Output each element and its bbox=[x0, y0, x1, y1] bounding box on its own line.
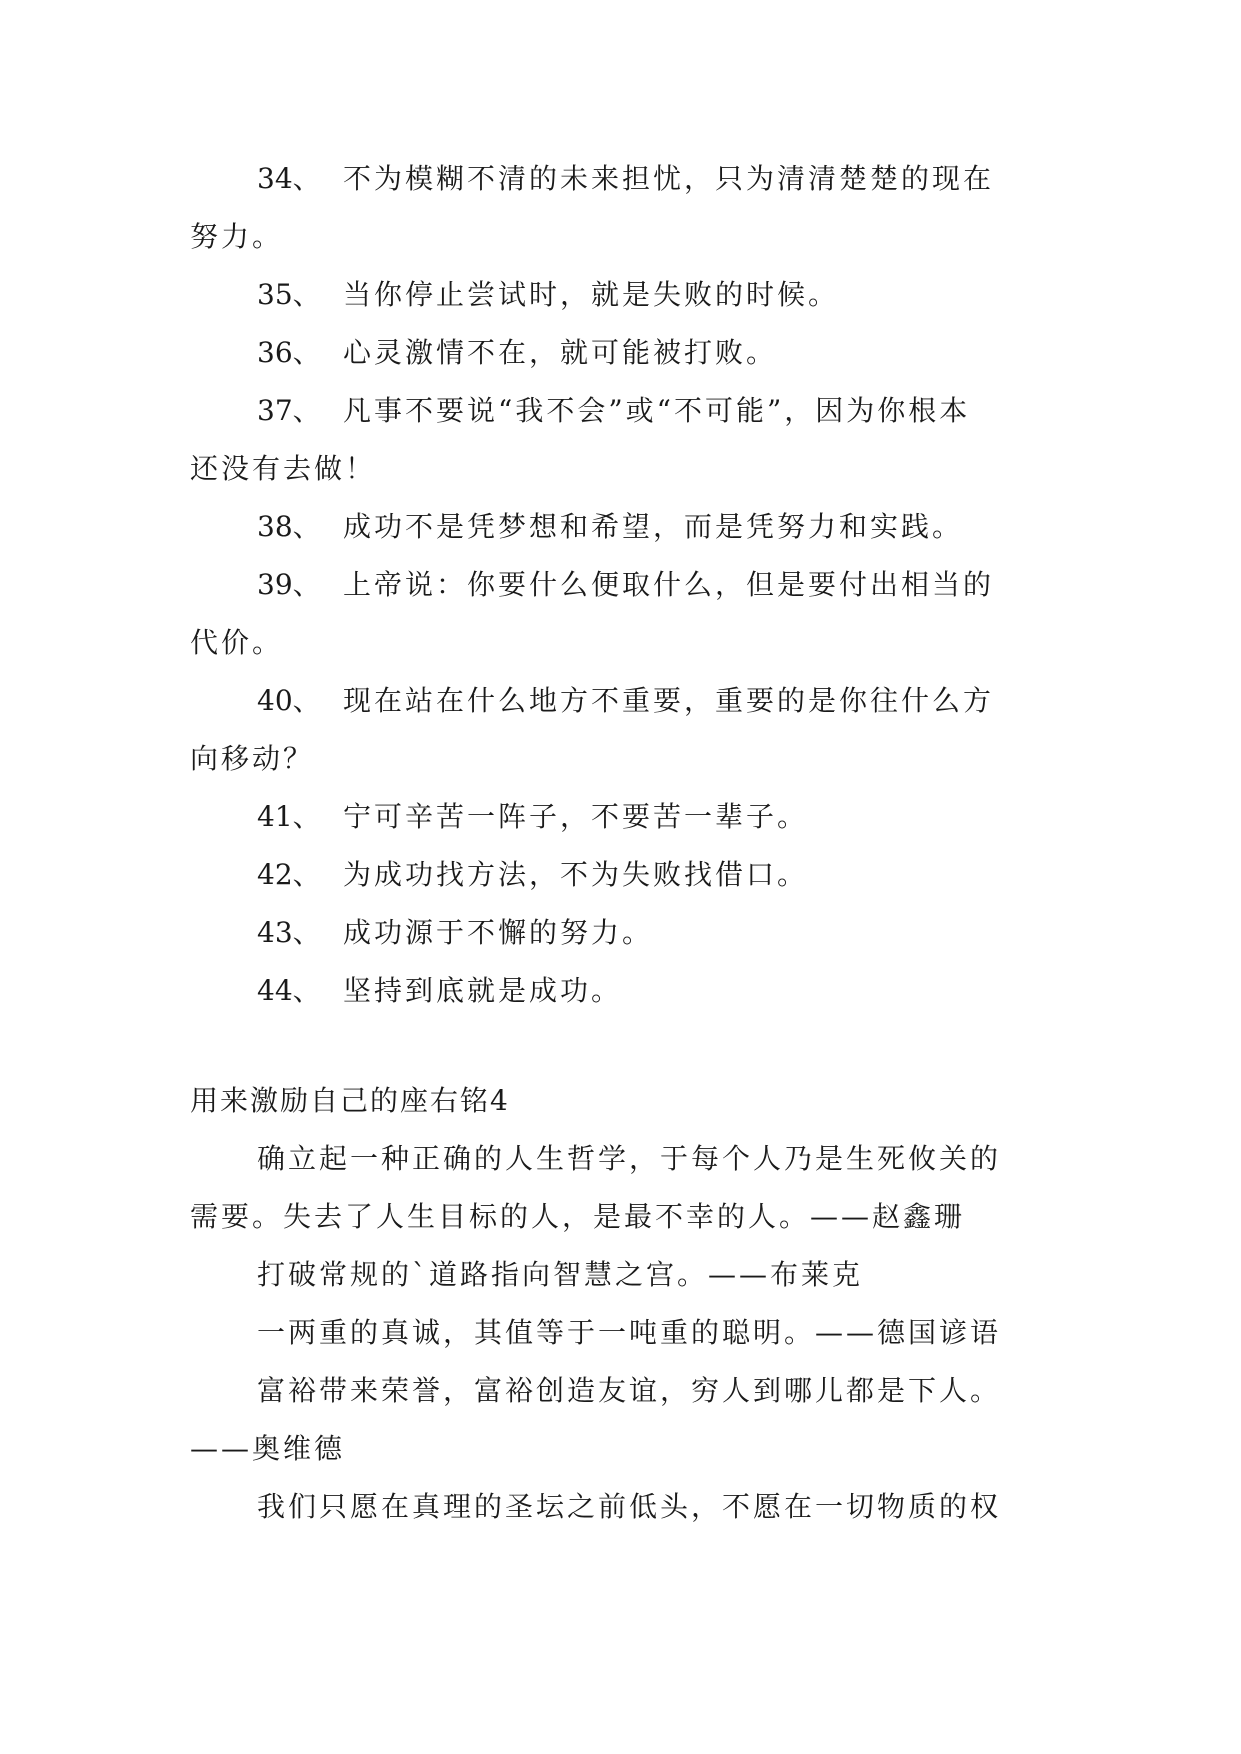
item-text: 成功不是凭梦想和希望，而是凭努力和实践。 bbox=[343, 510, 964, 543]
item-number: 42、 bbox=[257, 858, 321, 891]
item-text: 凡事不要说“我不会”或“不可能”，因为你根本 bbox=[343, 394, 971, 427]
item-number: 40、 bbox=[257, 684, 321, 717]
list-item bbox=[190, 904, 1060, 962]
paragraph bbox=[190, 1362, 1060, 1478]
item-number: 41、 bbox=[257, 800, 321, 833]
list-item bbox=[190, 672, 1060, 788]
list-item bbox=[190, 266, 1060, 324]
paragraph-line: 我们只愿在真理的圣坛之前低头，不愿在一切物质的权 bbox=[257, 1490, 1002, 1523]
paragraph bbox=[190, 1246, 1060, 1304]
item-number: 38、 bbox=[257, 510, 321, 543]
item-number: 39、 bbox=[257, 568, 321, 601]
paragraph-line: 需要。失去了人生目标的人，是最不幸的人。——赵鑫珊 bbox=[190, 1200, 966, 1233]
paragraph-line: 打破常规的`道路指向智慧之宫。——布莱克 bbox=[257, 1258, 864, 1291]
list-item bbox=[190, 846, 1060, 904]
document-page bbox=[190, 150, 1060, 1536]
list-item bbox=[190, 498, 1060, 556]
item-text: 心灵激情不在，就可能被打败。 bbox=[343, 336, 778, 369]
item-text: 现在站在什么地方不重要，重要的是你往什么方 bbox=[343, 684, 995, 717]
list-item bbox=[190, 556, 1060, 672]
item-number: 44、 bbox=[257, 974, 321, 1007]
paragraph bbox=[190, 1478, 1060, 1536]
paragraph-line: 富裕带来荣誉，富裕创造友谊，穷人到哪儿都是下人。 bbox=[257, 1374, 1002, 1407]
item-text: 宁可辛苦一阵子，不要苦一辈子。 bbox=[343, 800, 809, 833]
section-spacer bbox=[190, 1020, 1060, 1072]
item-text: 上帝说：你要什么便取什么，但是要付出相当的 bbox=[343, 568, 995, 601]
item-text-continuation: 向移动？ bbox=[190, 742, 315, 775]
list-item bbox=[190, 150, 1060, 266]
paragraph-line: ——奥维德 bbox=[190, 1432, 346, 1465]
paragraph bbox=[190, 1304, 1060, 1362]
item-text: 为成功找方法，不为失败找借口。 bbox=[343, 858, 809, 891]
item-text: 不为模糊不清的未来担忧，只为清清楚楚的现在 bbox=[343, 162, 995, 195]
item-number: 43、 bbox=[257, 916, 321, 949]
item-text-continuation: 还没有去做！ bbox=[190, 452, 377, 485]
item-text: 坚持到底就是成功。 bbox=[343, 974, 623, 1007]
item-text-continuation: 努力。 bbox=[190, 220, 284, 253]
section-title: 用来激励自己的座右铭4 bbox=[190, 1084, 510, 1117]
list-item bbox=[190, 382, 1060, 498]
item-text: 当你停止尝试时，就是失败的时候。 bbox=[343, 278, 840, 311]
list-item bbox=[190, 962, 1060, 1020]
list-item bbox=[190, 324, 1060, 382]
paragraph-line: 确立起一种正确的人生哲学，于每个人乃是生死攸关的 bbox=[257, 1142, 1002, 1175]
item-text-continuation: 代价。 bbox=[190, 626, 284, 659]
item-number: 37、 bbox=[257, 394, 321, 427]
item-number: 35、 bbox=[257, 278, 321, 311]
paragraph bbox=[190, 1130, 1060, 1246]
paragraph-line: 一两重的真诚，其值等于一吨重的聪明。——德国谚语 bbox=[257, 1316, 1002, 1349]
list-item bbox=[190, 788, 1060, 846]
item-text: 成功源于不懈的努力。 bbox=[343, 916, 654, 949]
item-number: 34、 bbox=[257, 162, 321, 195]
item-number: 36、 bbox=[257, 336, 321, 369]
